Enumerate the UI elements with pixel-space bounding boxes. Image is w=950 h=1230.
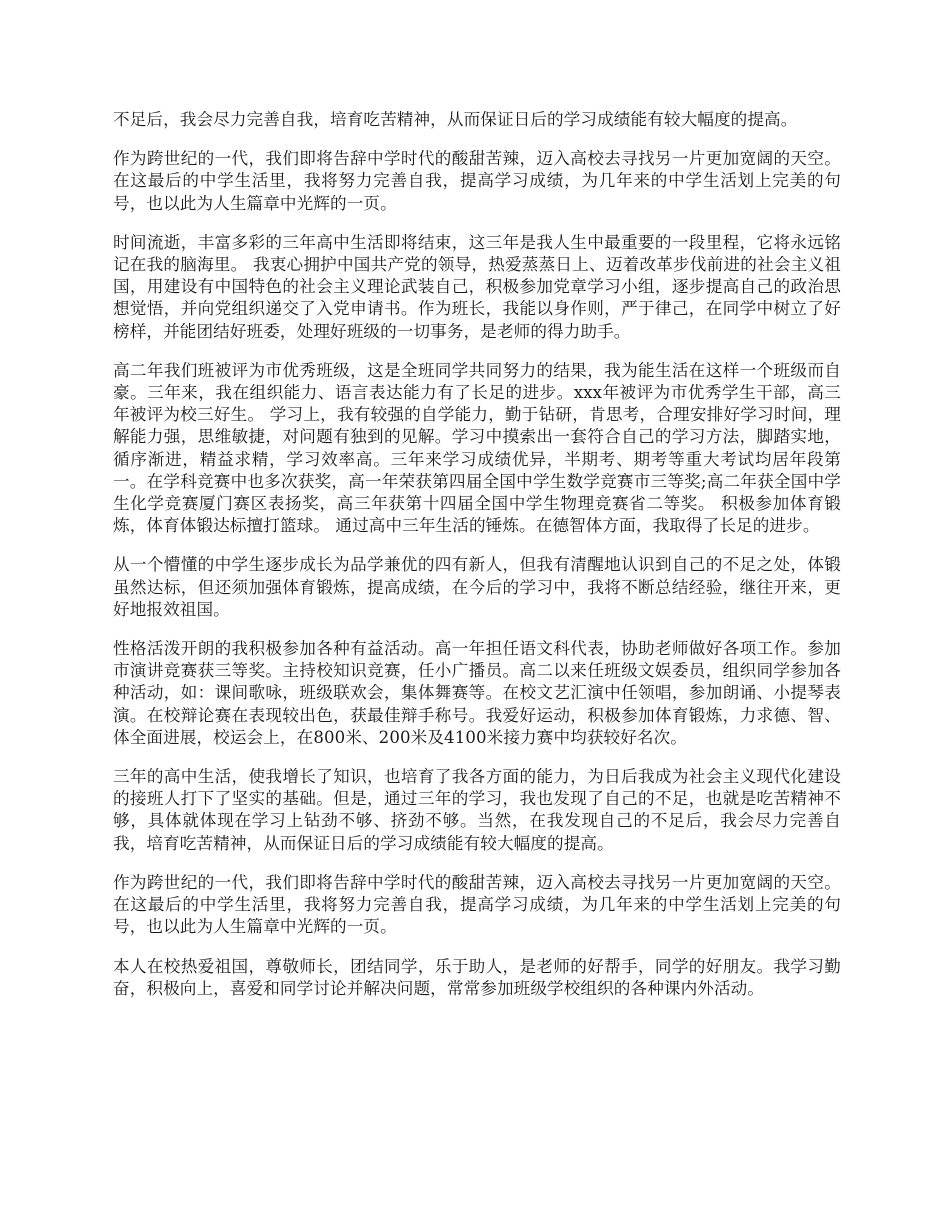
paragraph: 性格活泼开朗的我积极参加各种有益活动。高一年担任语文科代表，协助老师做好各项工作。参加市演讲竞赛获三等奖。主持校知识竞赛，任小广播员。高二以来任班级文娱委员，组织同学参加各种活动，如：课间歌咏，班级联欢会，集体舞赛等。在校文艺汇演中任领唱，参加朗诵、小提琴表演。在校辩论赛在表现较出色，获最佳辩手称号。我爱好运动，积极参加体育锻炼，力求德、智、体全面进展，校运会上，在800米、200米及4100米接力赛中均获较好名次。	[113, 639, 841, 747]
paragraph: 不足后，我会尽力完善自我，培育吃苦精神，从而保证日后的学习成绩能有较大幅度的提高。	[113, 110, 798, 129]
paragraph: 作为跨世纪的一代，我们即将告辞中学时代的酸甜苦辣，迈入高校去寻找另一片更加宽阔的天空。在这最后的中学生活里，我将努力完善自我，提高学习成绩，为几年来的中学生活划上完美的句号，也以此为人生篇章中光辉的一页。	[113, 872, 841, 937]
paragraph: 时间流逝，丰富多彩的三年高中生活即将结束，这三年是我人生中最重要的一段里程，它将永远铭记在我的脑海里。 我衷心拥护中国共产党的领导，热爱蒸蒸日上、迈着改革步伐前进的社会主义祖国，用建设有中国特色的社会主义理论武装自己，积极参加党章学习小组，逐步提高自己的政治思想觉悟，并向党组织递交了入党申请书。作为班长，我能以身作则，严于律己，在同学中树立了好榜样，并能团结好班委，处理好班级的一切事务，是老师的得力助手。	[113, 232, 841, 341]
paragraph: 本人在校热爱祖国，尊敬师长，团结同学，乐于助人，是老师的好帮手，同学的好朋友。我学习勤奋，积极向上，喜爱和同学讨论并解决问题，常常参加班级学校组织的各种课内外活动。	[113, 956, 841, 998]
paragraph: 三年的高中生活，使我增长了知识，也培育了我各方面的能力，为日后我成为社会主义现代化建设的接班人打下了坚实的基础。但是，通过三年的学习，我也发现了自己的不足，也就是吃苦精神不够，具体就体现在学习上钻劲不够、挤劲不够。当然，在我发现自己的不足后，我会尽力完善自我，培育吃苦精神，从而保证日后的学习成绩能有较大幅度的提高。	[113, 767, 841, 853]
paragraph: 高二年我们班被评为市优秀班级，这是全班同学共同努力的结果，我为能生活在这样一个班级而自豪。三年来，我在组织能力、语言表达能力有了长足的进步。xxx年被评为市优秀学生干部，高三年被评为校三好生。 学习上，我有较强的自学能力，勤于钻研，肯思考，合理安排好学习时间，理解能力强，思维敏捷，对问题有独到的见解。学习中摸索出一套符合自己的学习方法，脚踏实地，循序渐进，精益求精，学习效率高。三年来学习成绩优异，半期考、期考等重大考试均居年段第一。在学科竞赛中也多次获奖，高一年荣获第四届全国中学生数学竞赛市三等奖;高二年获全国中学生化学竞赛厦门赛区表扬奖，高三年获第十四届全国中学生物理竞赛省二等奖。 积极参加体育锻炼，体育体锻达标擅打篮球。 通过高中三年生活的锤炼。在德智体方面，我取得了长足的进步。	[113, 360, 841, 536]
document-body	[113, 109, 841, 1017]
paragraph: 作为跨世纪的一代，我们即将告辞中学时代的酸甜苦辣，迈入高校去寻找另一片更加宽阔的天空。在这最后的中学生活里，我将努力完善自我，提高学习成绩，为几年来的中学生活划上完美的句号，也以此为人生篇章中光辉的一页。	[113, 149, 841, 213]
paragraph: 从一个懵懂的中学生逐步成长为品学兼优的四有新人，但我有清醒地认识到自己的不足之处，体锻虽然达标，但还须加强体育锻炼，提高成绩，在今后的学习中，我将不断总结经验，继往开来，更好地报效祖国。	[113, 555, 841, 619]
